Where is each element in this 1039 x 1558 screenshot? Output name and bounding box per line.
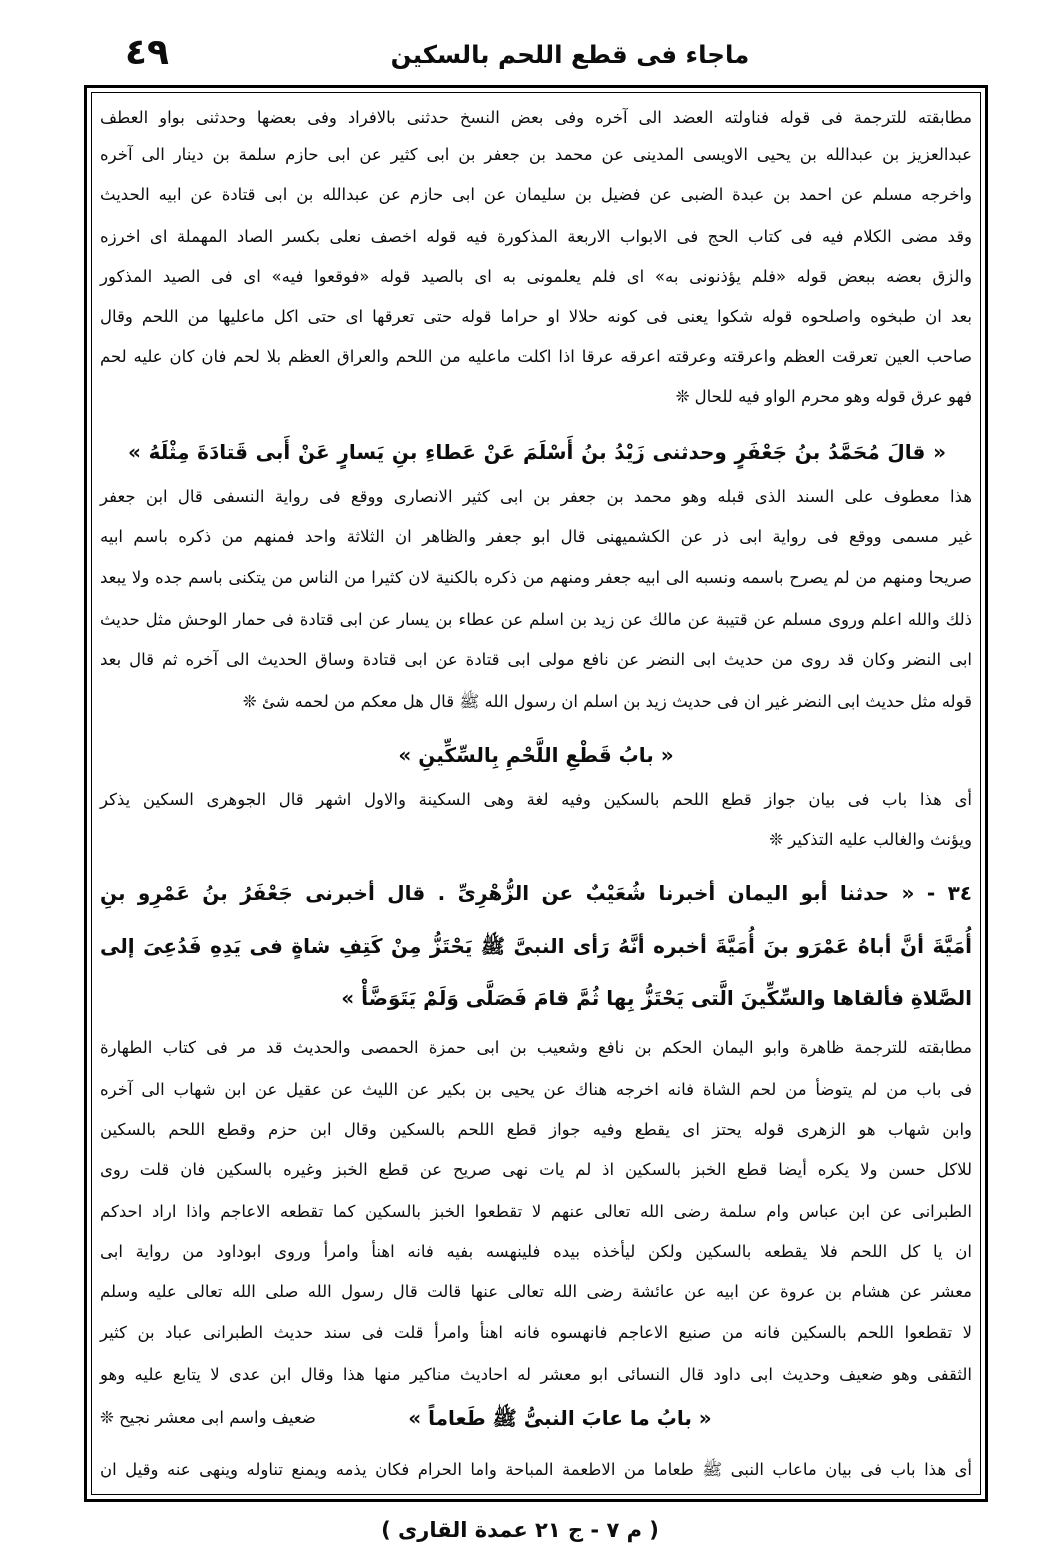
hadith-line: [100, 871, 972, 915]
commentary-line: الثقفى وهو ضعيف وحديث ابى داود قال النسائى ابو معشر له احاديث مناكير منها هذا وقال ابن عدى لا يتابع عليه وهو: [100, 1365, 972, 1384]
running-title: ماجاء فى قطع اللحم بالسكين: [390, 40, 750, 69]
commentary-line: صاحب العين تعرقت العظم واعرقته وعرقته اعرقه عرقا اذا اكلت ماعليه من اللحم والعراق العظم بلا لحم فان كان عليه لحم: [100, 347, 972, 366]
commentary-line: غير مسمى ووقع فى رواية ابى ذر عن الكشميهنى قال ابو جعفر والظاهر ان الثلاثة واحد فمنهم من ذكره باسم ابيه: [100, 527, 972, 546]
commentary-line: مطابقته للترجمة ظاهرة وابو اليمان الحكم بن نافع وشعيب بن ابى حمزة الحمصى والحديث قد مر فى كتاب الطهارة: [100, 1038, 972, 1057]
commentary-line: فى باب من لم يتوضأ من لحم الشاة فانه اخرجه هناك عن يحيى بن بكير عن الليث عن عقيل عن ابن شهاب الى آخره: [100, 1080, 972, 1099]
commentary-line-end: ضعيف واسم ابى معشر نجيح ❊: [100, 1408, 316, 1427]
commentary-line: ذلك والله اعلم وروى مسلم عن قتيبة عن مالك عن زيد بن اسلم عن عطاء بن يسار عن ابى قتادة فى حمار الوحش مثل حديث: [100, 610, 972, 629]
commentary-line: عبدالعزيز بن عبدالله بن يحيى الاويسى المدينى عن محمد بن جعفر بن ابى كثير عن ابى حازم سلمة بن دينار الى آخره: [100, 145, 972, 164]
commentary-line: فهو عرق قوله وهو محرم الواو فيه للحال ❊: [675, 387, 972, 406]
footer-signature: ( م ٧ - ج ٢١ عمدة القارى ): [381, 1518, 659, 1542]
commentary-line: للاكل حسن ولا يكره أيضا قطع الخبز بالسكين اذ لم يات نهى صريح عن قطع الخبز وغيره بالسكين فان قلت روى: [100, 1160, 972, 1179]
commentary-line: مطابقته للترجمة فى قوله فناولته العضد الى آخره وفى بعض النسخ حدثنى بالافراد وفى بعضها وحدثنى بواو العطف: [100, 108, 972, 127]
hadith-line: الصَّلاةِ فألقاها والسِّكِّينَ الَّتى يَحْتَزُّ بِها ثُمَّ قامَ فَصَلَّى وَلَمْ يَتَوَضَّأْ »: [341, 986, 972, 1010]
commentary-line: وقد مضى الكلام فيه فى كتاب الحج فى الابواب الاربعة المذكورة فيه قوله اخصف نعلى بكسر الصاد المهملة اى اخرزه: [100, 227, 972, 246]
chapter-explanation-line: أى هذا باب فى بيان ماعاب النبى ﷺ طعاما من الاطعمة المباحة واما الحرام فكان يذمه ويمنع تناوله وينهى عنه وقيل ان: [100, 1460, 972, 1479]
chapter-title: « بابُ قَطْعِ اللَّحْمِ بِالسِّكِّينِ »: [398, 743, 674, 767]
commentary-line: واخرجه مسلم عن احمد بن عبدة الضبى عن فضيل بن سليمان عن ابى حازم عن عبدالله بن ابى قتادة عن ابيه الحديث: [100, 185, 972, 204]
commentary-line: ان يا كل اللحم فلا يقطعه بالسكين ولكن ليأخذه بيده فلينهسه بفيه فانه اهنأ وامرأ وروى ابوداود من رواية ابى: [100, 1242, 972, 1261]
narration-note: « قالَ مُحَمَّدُ بنُ جَعْفَرٍ وحدثنى زَيْدُ بنُ أَسْلَمَ عَنْ عَطاءِ بنِ يَسارٍ عَنْ أَبى قَتادَةَ مِثْلَهُ »: [128, 440, 946, 464]
commentary-line: الطبرانى عن ابن عباس وام سلمة رضى الله تعالى عنهم لا تقطعوا الخبز بالسكين كما تقطعه الاعاجم واذا اراد احدكم: [100, 1202, 972, 1221]
chapter-explanation-line: ويؤنث والغالب عليه التذكير ❊: [769, 830, 972, 849]
commentary-line: بعد ان طبخوه واصلحوه قوله شكوا يعنى فى كونه حلالا او حراما قوله حتى تعرقها اى حتى اكل ماعليها من اللحم وقال: [100, 307, 972, 326]
hadith-text: - « حدثنا أبو اليمان أخبرنا شُعَيْبٌ عن الزُّهْرِىِّ . قال أخبرنى جَعْفَرُ بنُ عَمْرِو بنِ: [100, 881, 936, 905]
commentary-line: وابن شهاب هو الزهرى قوله يحتز اى يقطع وفيه جواز قطع اللحم بالسكين وقال ابن حزم وقطع اللحم بالسكين: [100, 1120, 972, 1139]
page-number: ٤٩: [125, 32, 169, 73]
commentary-line: صريحا ومنهم من لم يصرح باسمه ونسبه الى ابيه جعفر ومنهم من ذكره بالكنية لان كثيرا من الناس من يتكنى باسم جده ولا يبعد: [100, 568, 972, 587]
chapter-explanation-line: أى هذا باب فى بيان جواز قطع اللحم بالسكين وفيه لغة وهى السكينة والاول اشهر قال الجوهرى السكين يذكر: [100, 790, 972, 809]
commentary-line: لا تقطعوا اللحم بالسكين فانه من صنيع الاعاجم فانهسوه فانه اهنأ وامرأ قلت فى سند حديث الطبرانى عباد بن كثير: [100, 1323, 972, 1342]
next-chapter-title: « بابُ ما عابَ النبىُّ ﷺ طَعاماً »: [408, 1406, 712, 1430]
commentary-line: هذا معطوف على السند الذى قبله وهو محمد بن جعفر بن ابى كثير الانصارى ووقع فى رواية النسفى قال ابن جعفر: [100, 487, 972, 506]
commentary-line: والزق بعضه ببعض قوله «فلم يؤذنونى به» اى فلم يعلمونى به اى بالصيد قوله «فوقعوا فيه» اى فى الصيد المذكور: [100, 267, 972, 286]
hadith-line: أُمَيَّةَ أنَّ أباهُ عَمْرَو بنَ أُمَيَّةَ أخبره أنَّهُ رَأى النبىَّ ﷺ يَحْتَزُّ مِنْ كَتِفِ شاةٍ فى يَدِهِ فَدُعِىَ إلى: [100, 934, 972, 958]
commentary-line: معشر عن هشام بن عروة عن ابيه عن عائشة رضى الله تعالى عنها قالت قال رسول الله صلى الله تعالى عليه وسلم: [100, 1282, 972, 1301]
hadith-number: ٣٤: [947, 881, 973, 905]
commentary-line: ابى النضر وكان قد روى من حديث ابى النضر عن نافع مولى ابى قتادة عن ابى قتادة وساق الحديث الى آخره ثم قال بعد: [100, 650, 972, 669]
commentary-line: قوله مثل حديث ابى النضر غير ان فى حديث زيد بن اسلم ان رسول الله ﷺ قال هل معكم من لحمه شئ ❊: [242, 692, 972, 711]
